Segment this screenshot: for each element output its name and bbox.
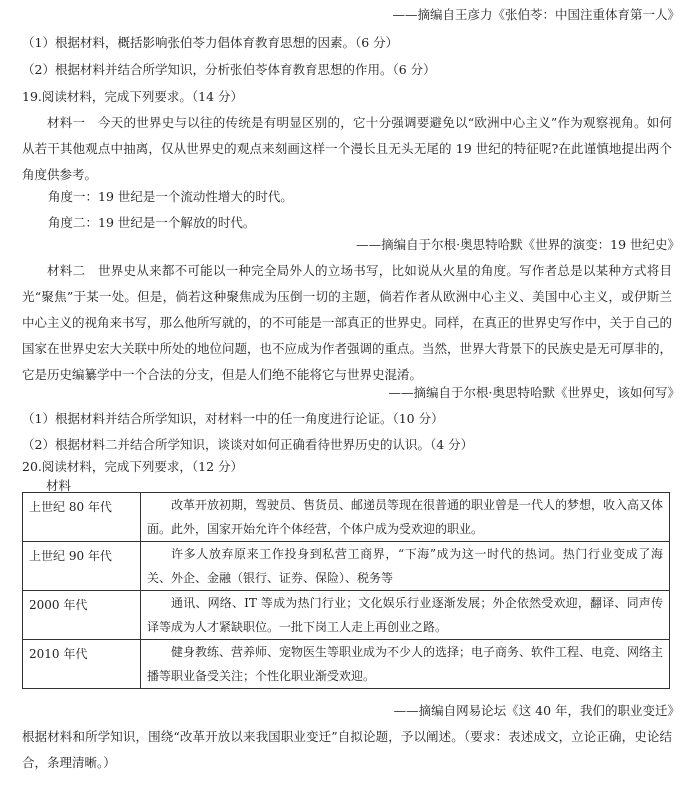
source-citation-top: ——摘编自王彦力《张伯苓：中国注重体育第一人》 — [392, 7, 680, 22]
question-20-title: 20.阅读材料，完成下列要求，（12 分） — [22, 459, 244, 474]
question-19-source-1: ——摘编自于尔根·奥思特哈默《世界的演变：19 世纪史》 — [356, 237, 680, 252]
question-18-part-1: （1）根据材料，概括影响张伯苓力倡体育教育思想的因素。（6 分） — [22, 35, 399, 50]
question-19-title: 19.阅读材料，完成下列要求。（14 分） — [22, 89, 244, 104]
table-era-cell: 上世纪 80 年代 — [23, 493, 141, 542]
question-19-part-1: （1）根据材料并结合所学知识，对材料一中的任一角度进行论证。（10 分） — [22, 411, 444, 426]
table-row — [23, 591, 670, 640]
table-desc-cell: 健身教练、营养师、宠物医生等职业成为不少人的选择；电子商务、软件工程、电竞、网络主播等职业备受关注；个性化职业渐受欢迎。 — [141, 640, 670, 689]
table-desc-cell: 改革开放初期，驾驶员、售货员、邮递员等现在很普通的职业曾是一代人的梦想，收入高又体面。此外，国家开始允许个体经营，个体户成为受欢迎的职业。 — [141, 493, 670, 542]
question-20-task: 根据材料和所学知识，围绕“改革开放以来我国职业变迁”自拟论题，予以阐述。（要求：表述成文，立论正确，史论结合，条理清晰。） — [22, 729, 672, 770]
question-19-source-2: ——摘编自于尔根·奥思特哈默《世界史，该如何写》 — [388, 385, 680, 400]
table-row — [23, 542, 670, 591]
question-20-material-label: 材料 — [46, 478, 72, 493]
question-19-angle-1: 角度一：19 世纪是一个流动性增大的时代。 — [48, 189, 293, 204]
table-row — [23, 640, 670, 689]
career-change-table — [22, 492, 670, 689]
table-era-cell: 2000 年代 — [23, 591, 141, 640]
question-18-part-2: （2）根据材料并结合所学知识，分析张伯苓体育教育思想的作用。（6 分） — [22, 62, 436, 77]
question-19-material-1: 材料一 今天的世界史与以往的传统是有明显区别的，它十分强调要避免以“欧洲中心主义”作为观察视角。如何从若干其他观点中抽离，仅从世界史的观点来刻画这样一个漫长且无头无尾的 19 世纪的特征呢?在此谨慎地提出两个角度供参考。 — [22, 115, 672, 182]
table-era-cell: 上世纪 90 年代 — [23, 542, 141, 591]
table-era-cell: 2010 年代 — [23, 640, 141, 689]
table-row — [23, 493, 670, 542]
table-desc-cell: 通讯、网络、IT 等成为热门行业；文化娱乐行业逐渐发展；外企依然受欢迎，翻译、同声传译等成为人才紧缺职位。一批下岗工人走上再创业之路。 — [141, 591, 670, 640]
question-20-source: ——摘编自网易论坛《这 40 年，我们的职业变迁》 — [393, 703, 680, 718]
question-19-part-2: （2）根据材料二并结合所学知识，谈谈对如何正确看待世界历史的认识。（4 分） — [22, 437, 474, 452]
table-desc-cell: 许多人放弃原来工作投身到私营工商界，“下海”成为这一时代的热词。热门行业变成了海关、外企、金融（银行、证券、保险）、税务等 — [141, 542, 670, 591]
question-19-angle-2: 角度二：19 世纪是一个解放的时代。 — [48, 215, 256, 230]
question-19-material-2: 材料二 世界史从来都不可能以一种完全局外人的立场书写，比如说从火星的角度。写作者总是以某种方式将目光“聚焦”于某一处。但是，倘若这种聚焦成为压倒一切的主题，倘若作者从欧洲中心主义、美国中心主义，或伊斯兰中心主义的视角来书写，那么他所写就的，的不可能是一部真正的世界史。同样，在真正的世界史写作中，关于自己的国家在世界史宏大关联中所处的地位问题，也不应成为作者强调的重点。当然，世界大背景下的民族史是无可厚非的，它是历史编纂学中一个合法的分支，但是人们绝不能将它与世界史混淆。 — [22, 263, 673, 382]
